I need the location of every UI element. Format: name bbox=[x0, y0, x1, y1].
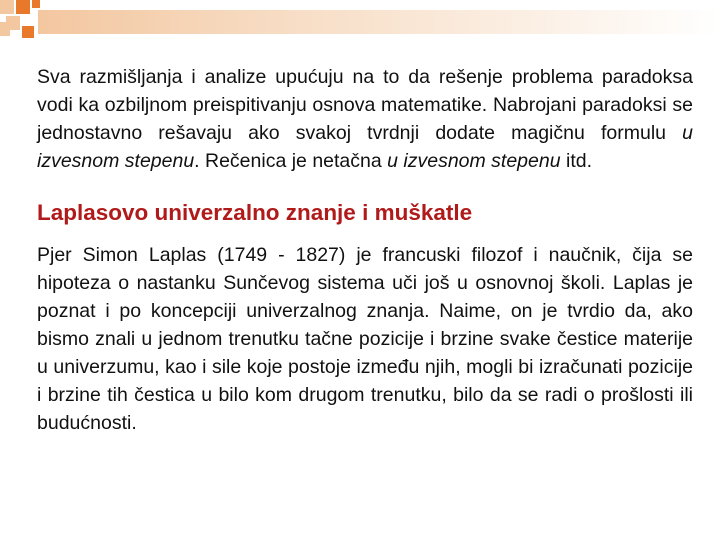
intro-italic-2: u izvesnom stepenu bbox=[387, 150, 561, 172]
decor-square-orange-top bbox=[16, 0, 30, 14]
intro-text-1: Sva razmišljanja i analize upućuju na to da rešenje problema paradoksa vodi ka ozbiljnom preispitivanju osnova matematike. Nabrojani paradoksi se jednostavno rešavaju ako svakoj tvrdnji dodate magičnu formulu bbox=[37, 66, 693, 144]
decor-square-light-top bbox=[0, 0, 14, 14]
decor-square-orange-small bbox=[32, 0, 40, 8]
decor-square-light-left bbox=[0, 22, 10, 36]
decor-gradient-bar bbox=[38, 10, 720, 34]
intro-text-2: . Rečenica je netačna bbox=[194, 150, 388, 172]
intro-paragraph bbox=[37, 63, 693, 175]
section-heading: Laplasovo univerzalno znanje i muškatle bbox=[37, 200, 473, 225]
slide-content bbox=[37, 63, 693, 437]
laplace-paragraph: Pjer Simon Laplas (1749 - 1827) je francuski filozof i naučnik, čija se hipoteza o nastanku Sunčevog sistema uči još u osnovnoj školi. Laplas je poznat i po koncepciji univerzalnog znanja. Naime, on je tvrdio da, ako bismo znali u jednom trenutku tačne pozicije i brzine svake čestice materije u univerzumu, kao i sile koje postoje između njih, mogli bi izračunati pozicije i brzine tih čestica u bilo kom drugom trenutku, bilo da se radi o prošlosti ili budućnosti. bbox=[37, 244, 693, 434]
decor-square-orange-bottom bbox=[22, 26, 34, 38]
header-decoration bbox=[0, 0, 720, 60]
intro-text-3: itd. bbox=[560, 150, 592, 172]
intro-italic-1: u izvesnom stepenu bbox=[37, 122, 693, 172]
